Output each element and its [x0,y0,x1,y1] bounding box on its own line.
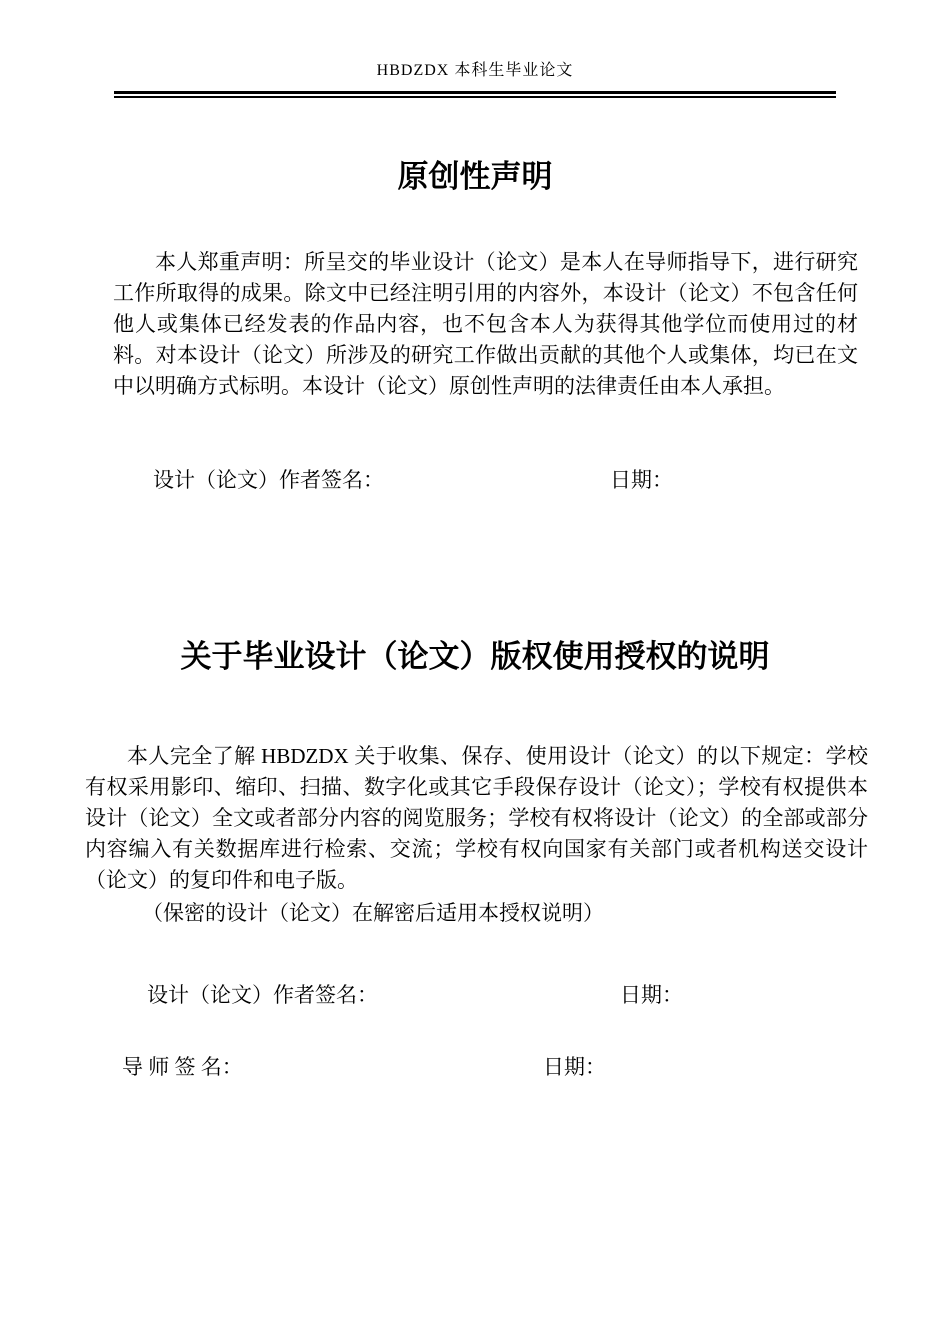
author-signature-label: 设计（论文）作者签名： [153,468,384,492]
header-double-rule [114,91,836,98]
copyright-authorization-title: 关于毕业设计（论文）版权使用授权的说明 [180,639,770,674]
advisor-signature-label: 导 师 签 名： [122,1055,243,1079]
date-label: 日期： [543,1055,606,1079]
originality-declaration-paragraph: 本人郑重声明：所呈交的毕业设计（论文）是本人在导师指导下，进行研究工作所取得的成果。除文中已经注明引用的内容外，本设计（论文）不包含任何他人或集体已经发表的作品内容，也不包含本人为获得其他学位而使用过的材料。对本设计（论文）所涉及的研究工作做出贡献的其他个人或集体，均已在文中以明确方式标明。本设计（论文）原创性声明的法律责任由本人承担。 [113,250,858,398]
originality-signature-row [0,465,950,496]
advisor-signature-row [0,1052,950,1083]
author-signature-label: 设计（论文）作者签名： [147,983,378,1007]
copyright-author-signature-row [0,980,950,1011]
copyright-authorization-paragraph: 本人完全了解 HBDZDX 关于收集、保存、使用设计（论文）的以下规定：学校有权采用影印、缩印、扫描、数字化或其它手段保存设计（论文）；学校有权提供本设计（论文）全文或者部分内容的阅览服务；学校有权将设计（论文）的全部或部分内容编入有关数据库进行检索、交流；学校有权向国家有关部门或者机构送交设计（论文）的复印件和电子版。 [85,744,868,892]
date-label: 日期： [620,983,683,1007]
date-label: 日期： [610,468,673,492]
page-header-running-title: HBDZDX 本科生毕业论文 [376,62,574,79]
originality-declaration-title: 原创性声明 [397,159,553,194]
secrecy-note: （保密的设计（论文）在解密后适用本授权说明） [142,901,604,925]
header-rule-thin-line [114,96,836,98]
